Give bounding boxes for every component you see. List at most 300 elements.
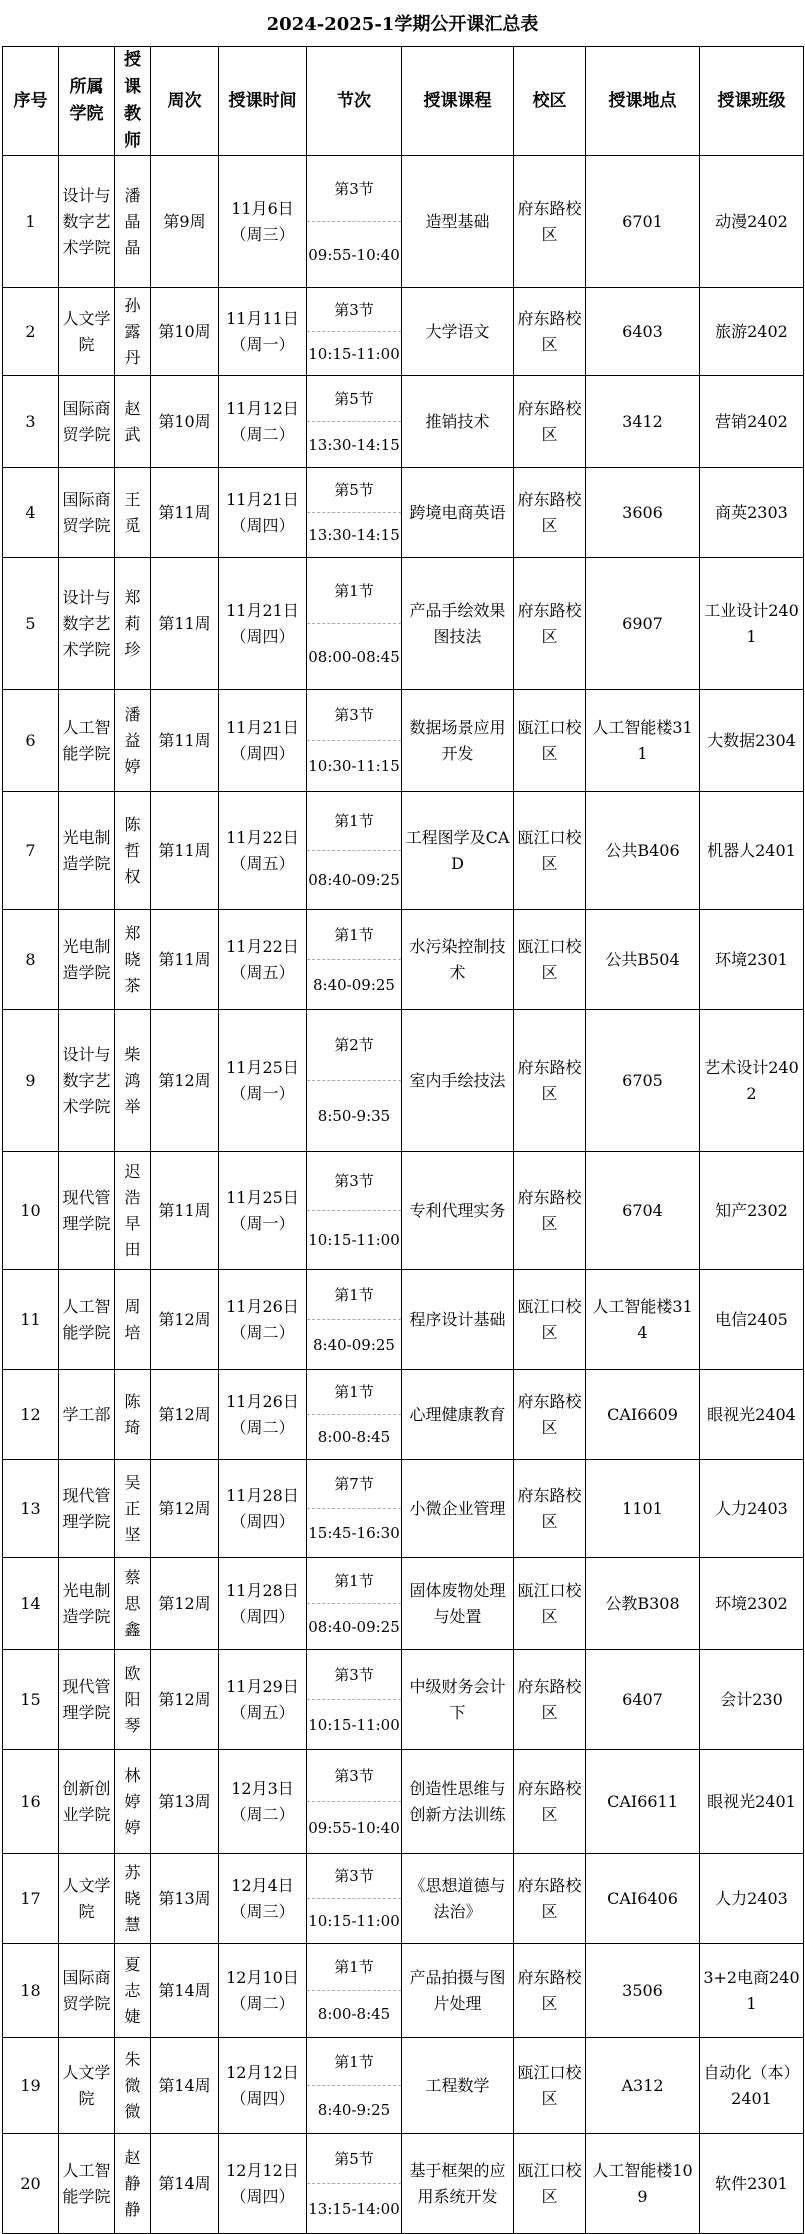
cell-date: 11月22日 — [226, 827, 299, 847]
cell-time — [219, 792, 307, 910]
table-body — [3, 156, 804, 2234]
cell-date: 12月12日 — [226, 2062, 299, 2082]
cell-location: 6403 — [586, 288, 700, 376]
cell-week: 第12周 — [151, 1010, 219, 1152]
table-row — [3, 1010, 804, 1152]
cell-section-number: 第3节 — [307, 1152, 401, 1211]
cell-period: 8:40-09:25 — [313, 975, 395, 994]
cell-college: 人工智能学院 — [59, 1270, 115, 1370]
cell-teacher: 陈哲权 — [115, 792, 151, 910]
cell-section-number: 第5节 — [307, 2134, 401, 2184]
cell-course: 推销技术 — [402, 376, 514, 468]
cell-campus: 瓯江口校区 — [514, 690, 586, 792]
cell-section — [307, 2038, 402, 2134]
cell-section — [307, 156, 402, 288]
cell-date: 11月21日 — [226, 489, 299, 509]
cell-teacher: 林婷婷 — [115, 1750, 151, 1854]
cell-location: 3412 — [586, 376, 700, 468]
cell-campus: 府东路校区 — [514, 156, 586, 288]
cell-date: 11月25日 — [226, 1057, 299, 1077]
cell-date: 11月25日 — [226, 1187, 299, 1207]
cell-college: 人工智能学院 — [59, 690, 115, 792]
cell-section — [307, 1270, 402, 1370]
cell-teacher: 迟浩早田 — [115, 1152, 151, 1270]
table-row — [3, 376, 804, 468]
cell-no: 4 — [3, 468, 59, 558]
cell-course: 固体废物处理与处置 — [402, 1558, 514, 1650]
cell-course: 工程数学 — [402, 2038, 514, 2134]
cell-weekday: （周四） — [230, 2186, 295, 2206]
cell-week: 第11周 — [151, 690, 219, 792]
header-campus: 校区 — [514, 47, 586, 156]
cell-week: 第14周 — [151, 1944, 219, 2038]
cell-location: 1101 — [586, 1460, 700, 1558]
cell-time — [219, 558, 307, 690]
cell-class: 会计230 — [700, 1650, 804, 1750]
cell-time — [219, 1270, 307, 1370]
table-row — [3, 690, 804, 792]
cell-course: 造型基础 — [402, 156, 514, 288]
cell-course: 基于框架的应用系统开发 — [402, 2134, 514, 2234]
cell-time — [219, 910, 307, 1010]
cell-college: 设计与数字艺术学院 — [59, 1010, 115, 1152]
cell-course: 专利代理实务 — [402, 1152, 514, 1270]
cell-college: 国际商贸学院 — [59, 1944, 115, 2038]
cell-week: 第12周 — [151, 1370, 219, 1460]
cell-date: 11月6日 — [231, 198, 294, 218]
cell-section — [307, 690, 402, 792]
cell-time — [219, 1010, 307, 1152]
header-location: 授课地点 — [586, 47, 700, 156]
cell-class: 旅游2402 — [700, 288, 804, 376]
cell-location: 3506 — [586, 1944, 700, 2038]
cell-location: CAI6406 — [586, 1854, 700, 1944]
cell-weekday: （周四） — [230, 743, 295, 763]
cell-class: 动漫2402 — [700, 156, 804, 288]
cell-course: 中级财务会计下 — [402, 1650, 514, 1750]
cell-time — [219, 690, 307, 792]
cell-campus: 府东路校区 — [514, 376, 586, 468]
cell-time — [219, 1558, 307, 1650]
cell-campus: 府东路校区 — [514, 558, 586, 690]
cell-section — [307, 1944, 402, 2038]
cell-section — [307, 1750, 402, 1854]
cell-weekday: （周二） — [230, 1993, 295, 2013]
cell-course: 水污染控制技术 — [402, 910, 514, 1010]
cell-no: 15 — [3, 1650, 59, 1750]
table-row — [3, 1370, 804, 1460]
cell-class: 软件2301 — [700, 2134, 804, 2234]
cell-teacher: 赵静静 — [115, 2134, 151, 2234]
cell-college: 学工部 — [59, 1370, 115, 1460]
header-no: 序号 — [3, 47, 59, 156]
cell-week: 第9周 — [151, 156, 219, 288]
cell-teacher: 郑晓茶 — [115, 910, 151, 1010]
cell-teacher: 欧阳琴 — [115, 1650, 151, 1750]
cell-period: 10:15-11:00 — [308, 344, 400, 363]
cell-course: 心理健康教育 — [402, 1370, 514, 1460]
cell-college: 光电制造学院 — [59, 1558, 115, 1650]
header-course: 授课课程 — [402, 47, 514, 156]
cell-week: 第11周 — [151, 468, 219, 558]
cell-campus: 府东路校区 — [514, 288, 586, 376]
cell-period: 8:00-8:45 — [317, 2005, 391, 2023]
cell-course: 大学语文 — [402, 288, 514, 376]
header-college: 所属学院 — [59, 47, 115, 156]
cell-class: 大数据2304 — [700, 690, 804, 792]
cell-period: 10:30-11:15 — [308, 757, 400, 775]
cell-no: 8 — [3, 910, 59, 1010]
cell-section — [307, 792, 402, 910]
cell-section-number: 第1节 — [307, 2038, 401, 2086]
cell-class: 环境2301 — [700, 910, 804, 1010]
cell-period: 08:40-09:25 — [308, 1617, 400, 1636]
cell-campus: 府东路校区 — [514, 468, 586, 558]
cell-date: 12月4日 — [231, 1875, 294, 1895]
cell-date: 11月21日 — [226, 717, 299, 737]
cell-period: 15:45-16:30 — [308, 1524, 400, 1542]
cell-date: 11月12日 — [226, 398, 299, 418]
cell-week: 第10周 — [151, 376, 219, 468]
cell-period: 8:00-8:45 — [317, 1428, 391, 1446]
cell-weekday: （周四） — [230, 1606, 295, 1626]
cell-course: 室内手绘技法 — [402, 1010, 514, 1152]
cell-campus: 瓯江口校区 — [514, 2134, 586, 2234]
cell-location: CAI6611 — [586, 1750, 700, 1854]
cell-section-number: 第3节 — [307, 1750, 401, 1802]
cell-section — [307, 1010, 402, 1152]
cell-date: 11月21日 — [226, 600, 299, 620]
cell-course: 产品手绘效果图技法 — [402, 558, 514, 690]
cell-class: 艺术设计2402 — [700, 1010, 804, 1152]
cell-section-number: 第2节 — [307, 1010, 401, 1081]
table-row — [3, 288, 804, 376]
cell-campus: 府东路校区 — [514, 1750, 586, 1854]
cell-section-number: 第3节 — [307, 288, 401, 332]
cell-time — [219, 376, 307, 468]
cell-course: 产品拍摄与图片处理 — [402, 1944, 514, 2038]
table-row — [3, 468, 804, 558]
cell-location: 6907 — [586, 558, 700, 690]
cell-section — [307, 468, 402, 558]
cell-campus: 府东路校区 — [514, 1854, 586, 1944]
cell-college: 现代管理学院 — [59, 1152, 115, 1270]
cell-teacher: 蔡思鑫 — [115, 1558, 151, 1650]
cell-course: 程序设计基础 — [402, 1270, 514, 1370]
header-time: 授课时间 — [219, 47, 307, 156]
cell-teacher: 郑莉珍 — [115, 558, 151, 690]
cell-college: 创新创业学院 — [59, 1750, 115, 1854]
cell-weekday: （周二） — [230, 1804, 295, 1824]
table-row — [3, 1558, 804, 1650]
table-row — [3, 2134, 804, 2234]
cell-teacher: 赵武 — [115, 376, 151, 468]
cell-no: 20 — [3, 2134, 59, 2234]
cell-section — [307, 1650, 402, 1750]
header-teacher: 授课教师 — [115, 47, 151, 156]
cell-no: 5 — [3, 558, 59, 690]
cell-week: 第11周 — [151, 1152, 219, 1270]
cell-section-number: 第3节 — [307, 690, 401, 741]
cell-week: 第13周 — [151, 1750, 219, 1854]
cell-location: A312 — [586, 2038, 700, 2134]
table-row — [3, 2038, 804, 2134]
cell-section-number: 第1节 — [307, 1370, 401, 1415]
cell-period: 08:00-08:45 — [308, 647, 400, 666]
cell-weekday: （周四） — [230, 626, 295, 646]
cell-class: 眼视光2404 — [700, 1370, 804, 1460]
table-row — [3, 1944, 804, 2038]
cell-date: 12月12日 — [226, 2160, 299, 2180]
cell-college: 国际商贸学院 — [59, 376, 115, 468]
table-row — [3, 1854, 804, 1944]
cell-teacher: 潘晶晶 — [115, 156, 151, 288]
cell-period: 08:40-09:25 — [308, 871, 400, 889]
cell-time — [219, 2134, 307, 2234]
cell-weekday: （周一） — [230, 1213, 295, 1233]
cell-week: 第13周 — [151, 1854, 219, 1944]
cell-section-number: 第5节 — [307, 376, 401, 422]
table-row — [3, 1270, 804, 1370]
cell-campus: 府东路校区 — [514, 1650, 586, 1750]
cell-date: 11月26日 — [226, 1391, 299, 1411]
cell-no: 11 — [3, 1270, 59, 1370]
cell-no: 1 — [3, 156, 59, 288]
cell-weekday: （周二） — [230, 424, 295, 444]
cell-no: 18 — [3, 1944, 59, 2038]
header-class: 授课班级 — [700, 47, 804, 156]
cell-weekday: （周四） — [230, 1511, 295, 1531]
cell-weekday: （周二） — [230, 1417, 295, 1437]
cell-period: 8:40-09:25 — [313, 1335, 395, 1354]
cell-college: 光电制造学院 — [59, 910, 115, 1010]
cell-course: 数据场景应用开发 — [402, 690, 514, 792]
cell-class: 3+2电商2401 — [700, 1944, 804, 2038]
header-section: 节次 — [307, 47, 402, 156]
cell-class: 环境2302 — [700, 1558, 804, 1650]
cell-time — [219, 1944, 307, 2038]
cell-campus: 府东路校区 — [514, 1944, 586, 2038]
cell-period: 8:40-9:25 — [317, 2100, 391, 2119]
cell-teacher: 朱微微 — [115, 2038, 151, 2134]
cell-location: CAI6609 — [586, 1370, 700, 1460]
table-row — [3, 1152, 804, 1270]
cell-section-number: 第3节 — [307, 1854, 401, 1899]
cell-campus: 瓯江口校区 — [514, 1270, 586, 1370]
cell-campus: 府东路校区 — [514, 1460, 586, 1558]
cell-no: 3 — [3, 376, 59, 468]
cell-no: 16 — [3, 1750, 59, 1854]
cell-section — [307, 1152, 402, 1270]
cell-time — [219, 1854, 307, 1944]
header-row — [3, 47, 804, 156]
cell-no: 13 — [3, 1460, 59, 1558]
cell-section — [307, 1558, 402, 1650]
cell-section-number: 第5节 — [307, 468, 401, 513]
cell-teacher: 夏志婕 — [115, 1944, 151, 2038]
cell-teacher: 吴正坚 — [115, 1460, 151, 1558]
cell-college: 人工智能学院 — [59, 2134, 115, 2234]
cell-location: 6701 — [586, 156, 700, 288]
cell-location: 6705 — [586, 1010, 700, 1152]
cell-course: 《思想道德与法治》 — [402, 1854, 514, 1944]
cell-campus: 府东路校区 — [514, 1010, 586, 1152]
cell-location: 人工智能楼109 — [586, 2134, 700, 2234]
cell-class: 知产2302 — [700, 1152, 804, 1270]
cell-college: 设计与数字艺术学院 — [59, 558, 115, 690]
cell-week: 第11周 — [151, 792, 219, 910]
cell-no: 7 — [3, 792, 59, 910]
table-row — [3, 792, 804, 910]
cell-section-number: 第1节 — [307, 558, 401, 624]
cell-teacher: 王觅 — [115, 468, 151, 558]
cell-class: 机器人2401 — [700, 792, 804, 910]
cell-section — [307, 910, 402, 1010]
table-row — [3, 1750, 804, 1854]
cell-week: 第11周 — [151, 558, 219, 690]
cell-college: 现代管理学院 — [59, 1460, 115, 1558]
cell-time — [219, 288, 307, 376]
cell-no: 9 — [3, 1010, 59, 1152]
cell-location: 6704 — [586, 1152, 700, 1270]
table-row — [3, 1650, 804, 1750]
header-week: 周次 — [151, 47, 219, 156]
cell-date: 11月28日 — [226, 1580, 299, 1600]
cell-location: 6407 — [586, 1650, 700, 1750]
cell-college: 设计与数字艺术学院 — [59, 156, 115, 288]
cell-weekday: （周四） — [230, 515, 295, 535]
cell-time — [219, 1152, 307, 1270]
cell-date: 12月10日 — [226, 1967, 299, 1987]
cell-no: 17 — [3, 1854, 59, 1944]
cell-class: 电信2405 — [700, 1270, 804, 1370]
cell-teacher: 孙露丹 — [115, 288, 151, 376]
cell-weekday: （周一） — [230, 334, 295, 354]
cell-course: 跨境电商英语 — [402, 468, 514, 558]
open-class-table — [2, 46, 804, 2234]
table-row — [3, 1460, 804, 1558]
cell-no: 19 — [3, 2038, 59, 2134]
cell-period: 13:15-14:00 — [308, 2199, 400, 2218]
cell-period: 09:55-10:40 — [308, 1818, 400, 1837]
cell-period: 10:15-11:00 — [308, 1231, 400, 1249]
cell-course: 创造性思维与创新方法训练 — [402, 1750, 514, 1854]
cell-week: 第12周 — [151, 1460, 219, 1558]
cell-campus: 府东路校区 — [514, 1370, 586, 1460]
cell-week: 第12周 — [151, 1270, 219, 1370]
cell-week: 第14周 — [151, 2134, 219, 2234]
cell-no: 6 — [3, 690, 59, 792]
cell-time — [219, 1750, 307, 1854]
cell-section — [307, 376, 402, 468]
cell-weekday: （周二） — [230, 1322, 295, 1342]
cell-period: 10:15-11:00 — [308, 1912, 400, 1930]
cell-class: 工业设计2401 — [700, 558, 804, 690]
cell-period: 09:55-10:40 — [308, 245, 400, 264]
cell-time — [219, 156, 307, 288]
table-row — [3, 558, 804, 690]
cell-date: 11月11日 — [226, 308, 299, 328]
cell-teacher: 柴鸿举 — [115, 1010, 151, 1152]
cell-weekday: （周五） — [230, 1702, 295, 1722]
cell-section-number: 第1节 — [307, 792, 401, 851]
cell-time — [219, 1370, 307, 1460]
cell-no: 14 — [3, 1558, 59, 1650]
cell-date: 11月22日 — [226, 936, 299, 956]
cell-section — [307, 2134, 402, 2234]
cell-course: 小微企业管理 — [402, 1460, 514, 1558]
cell-college: 国际商贸学院 — [59, 468, 115, 558]
cell-location: 人工智能楼311 — [586, 690, 700, 792]
cell-location: 人工智能楼314 — [586, 1270, 700, 1370]
cell-class: 自动化（本）2401 — [700, 2038, 804, 2134]
cell-section — [307, 1370, 402, 1460]
cell-section — [307, 1460, 402, 1558]
cell-weekday: （周三） — [230, 1901, 295, 1921]
cell-weekday: （周四） — [230, 2088, 295, 2108]
cell-weekday: （周一） — [230, 1083, 295, 1103]
cell-period: 13:30-14:15 — [308, 526, 400, 544]
cell-weekday: （周五） — [230, 853, 295, 873]
cell-period: 13:30-14:15 — [308, 435, 400, 454]
cell-date: 11月28日 — [226, 1485, 299, 1505]
cell-course: 工程图学及CAD — [402, 792, 514, 910]
cell-section-number: 第3节 — [307, 156, 401, 222]
cell-weekday: （周三） — [230, 224, 295, 244]
cell-teacher: 苏晓慧 — [115, 1854, 151, 1944]
cell-campus: 瓯江口校区 — [514, 792, 586, 910]
cell-section-number: 第3节 — [307, 1650, 401, 1700]
cell-date: 11月29日 — [226, 1676, 299, 1696]
cell-section — [307, 558, 402, 690]
cell-campus: 瓯江口校区 — [514, 910, 586, 1010]
cell-period: 8:50-9:35 — [317, 1107, 391, 1125]
cell-class: 人力2403 — [700, 1854, 804, 1944]
cell-section-number: 第1节 — [307, 1270, 401, 1320]
cell-location: 公共B504 — [586, 910, 700, 1010]
cell-time — [219, 1460, 307, 1558]
cell-teacher: 陈琦 — [115, 1370, 151, 1460]
cell-location: 公教B308 — [586, 1558, 700, 1650]
table-row — [3, 156, 804, 288]
cell-teacher: 潘益婷 — [115, 690, 151, 792]
cell-class: 营销2402 — [700, 376, 804, 468]
cell-time — [219, 1650, 307, 1750]
cell-section — [307, 1854, 402, 1944]
cell-college: 人文学院 — [59, 288, 115, 376]
cell-weekday: （周五） — [230, 962, 295, 982]
cell-campus: 瓯江口校区 — [514, 2038, 586, 2134]
cell-college: 现代管理学院 — [59, 1650, 115, 1750]
cell-class: 商英2303 — [700, 468, 804, 558]
cell-class: 眼视光2401 — [700, 1750, 804, 1854]
cell-week: 第12周 — [151, 1558, 219, 1650]
cell-period: 10:15-11:00 — [308, 1715, 400, 1734]
table-title: 2024-2025-1学期公开课汇总表 — [266, 14, 539, 35]
cell-campus: 瓯江口校区 — [514, 1558, 586, 1650]
cell-college: 人文学院 — [59, 1854, 115, 1944]
cell-no: 10 — [3, 1152, 59, 1270]
cell-no: 2 — [3, 288, 59, 376]
cell-teacher: 周培 — [115, 1270, 151, 1370]
cell-section-number: 第7节 — [307, 1460, 401, 1509]
cell-section-number: 第1节 — [307, 910, 401, 960]
cell-section-number: 第1节 — [307, 1558, 401, 1604]
cell-college: 光电制造学院 — [59, 792, 115, 910]
cell-date: 12月3日 — [231, 1778, 294, 1798]
cell-class: 人力2403 — [700, 1460, 804, 1558]
cell-location: 公共B406 — [586, 792, 700, 910]
